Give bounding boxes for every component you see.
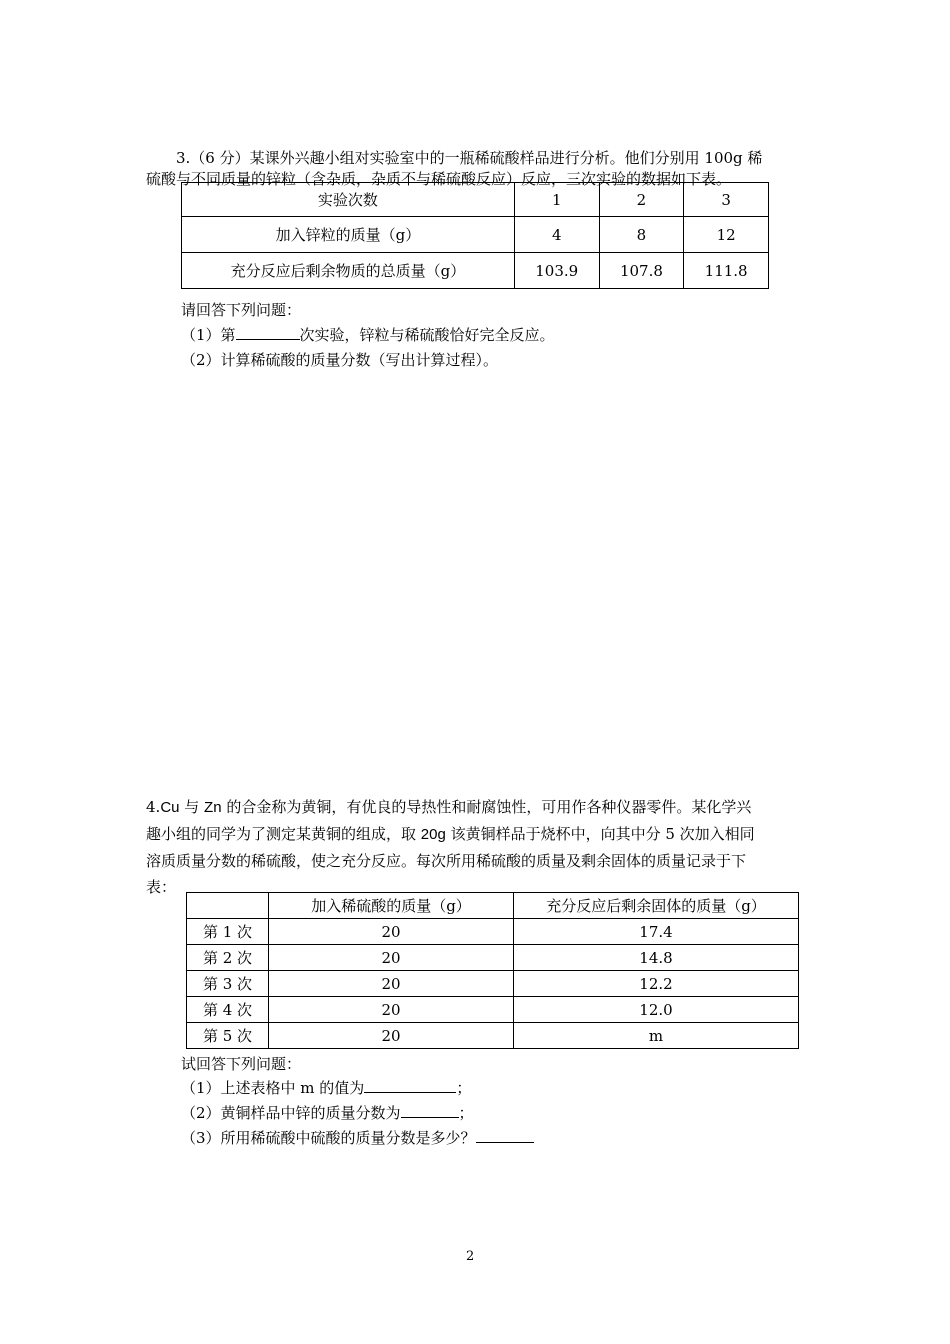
q4-data-table [186,892,799,1049]
q4-sub2 [181,1102,474,1123]
q4-number: 4. [146,798,161,816]
q3-prompt: 请回答下列问题： [181,301,302,319]
table-cell: 第 4 次 [187,997,269,1023]
q3-sub1 [181,324,555,345]
table-row [187,945,799,971]
table-row [182,183,769,217]
q4-line3: 溶质质量分数的稀硫酸，使之充分反应。每次所用稀硫酸的质量及剩余固体的质量记录于下 [146,852,747,870]
table-cell: 2 [599,183,684,217]
table-cell: 12.0 [514,997,799,1023]
table-row [182,217,769,253]
q4-sub1-blank[interactable] [364,1078,456,1093]
q4-sub3 [181,1127,534,1148]
table-cell: 14.8 [514,945,799,971]
q3-sub2: （2）计算稀硫酸的质量分数（写出计算过程）。 [181,351,499,369]
table-cell: 8 [599,217,684,253]
q3-sub1-pre: （1）第 [181,326,236,344]
q4-line1a: 与 [179,798,205,816]
q4-cu: Cu [160,799,180,816]
table-row [187,971,799,997]
table-cell: 12.2 [514,971,799,997]
table-cell: 4 [514,217,599,253]
table-cell: 103.9 [514,253,599,289]
table-cell: 实验次数 [182,183,515,217]
q4-stem [146,794,806,900]
q4-line2 [146,821,806,848]
table-cell: 第 5 次 [187,1023,269,1049]
q4-mass: 20g [420,826,446,843]
table-cell: 17.4 [514,919,799,945]
q4-sub2-blank[interactable] [401,1103,459,1118]
table-cell: 12 [684,217,769,253]
q4-sub2-end: ； [458,1104,474,1122]
table-cell: 第 3 次 [187,971,269,997]
q4-sub1-text: （1）上述表格中 m 的值为 [181,1079,365,1097]
table-cell: 3 [684,183,769,217]
table-cell: 20 [269,971,514,997]
q3-data-table [181,182,769,289]
table-cell: 加入稀硫酸的质量（g） [269,893,514,919]
table-cell: 20 [269,945,514,971]
q4-sub3-blank[interactable] [476,1128,534,1143]
table-cell: 充分反应后剩余固体的质量（g） [514,893,799,919]
table-row [187,997,799,1023]
q3-sub1-blank[interactable] [236,325,300,340]
table-cell: 111.8 [684,253,769,289]
table-row [187,1023,799,1049]
table-row [187,919,799,945]
table-cell: 1 [514,183,599,217]
q4-line1b: 的合金称为黄铜，有优良的导热性和耐腐蚀性，可用作各种仪器零件。某化学兴 [221,798,752,816]
q3-sub1-post: 次实验，锌粒与稀硫酸恰好完全反应。 [299,326,555,344]
q4-sub3-text: （3）所用稀硫酸中硫酸的质量分数是多少？ [181,1129,476,1147]
table-cell: 第 2 次 [187,945,269,971]
table-row [182,253,769,289]
table-cell: 第 1 次 [187,919,269,945]
q4-line4: 表： [146,878,177,896]
q4-sub1 [181,1077,471,1098]
q4-zn: Zn [204,799,222,816]
table-cell: m [514,1023,799,1049]
table-cell: 20 [269,1023,514,1049]
q4-sub2-text: （2）黄铜样品中锌的质量分数为 [181,1104,401,1122]
q4-prompt: 试回答下列问题： [181,1055,302,1073]
table-cell: 20 [269,919,514,945]
page-number: 2 [466,1249,475,1264]
q4-sub1-end: ； [456,1079,472,1097]
q4-line2a: 趣小组的同学为了测定某黄铜的组成，取 [146,825,421,843]
q3-line1: 3.（6 分）某课外兴趣小组对实验室中的一瓶稀硫酸样品进行分析。他们分别用 100g 稀 [176,149,763,167]
table-row [187,893,799,919]
table-cell: 充分反应后剩余物质的总质量（g） [182,253,515,289]
table-cell: 20 [269,997,514,1023]
table-cell [187,893,269,919]
q3-line2: 硫酸与不同质量的锌粒（含杂质，杂质不与稀硫酸反应）反应，三次实验的数据如下表。 [146,170,732,188]
q4-line2b: 该黄铜样品于烧杯中，向其中分 5 次加入相同 [445,825,755,843]
table-cell: 107.8 [599,253,684,289]
q4-line1 [146,794,806,821]
table-cell: 加入锌粒的质量（g） [182,217,515,253]
